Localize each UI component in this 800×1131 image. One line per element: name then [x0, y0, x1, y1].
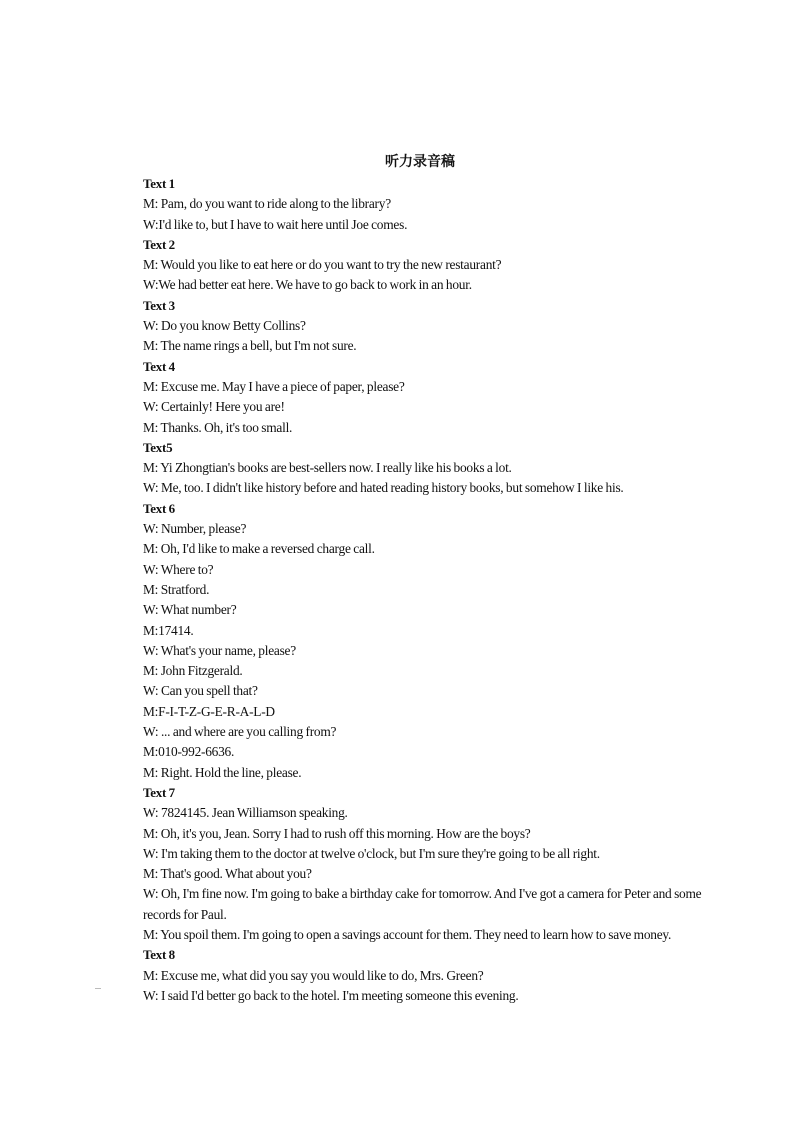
section-heading: Text 4 — [143, 358, 175, 374]
dialogue-line: M: Excuse me. May I have a piece of paper, please? — [143, 378, 405, 394]
dialogue-line: M: Excuse me, what did you say you would like to do, Mrs. Green? — [143, 967, 484, 983]
dialogue-line: W: Where to? — [143, 561, 214, 577]
dialogue-line: M: John Fitzgerald. — [143, 663, 243, 679]
dialogue-line: M: Right. Hold the line, please. — [143, 764, 302, 780]
transcript-body — [143, 174, 708, 1006]
section-heading: Text 6 — [143, 500, 175, 516]
margin-mark — [95, 988, 101, 989]
dialogue-line: M:F-I-T-Z-G-E-R-A-L-D — [143, 703, 275, 719]
dialogue-line: M: You spoil them. I'm going to open a savings account for them. They need to learn how to save money. — [143, 926, 672, 942]
dialogue-line: W: Number, please? — [143, 521, 247, 537]
dialogue-line: W:We had better eat here. We have to go back to work in an hour. — [143, 277, 472, 293]
dialogue-line: W: ... and where are you calling from? — [143, 724, 337, 740]
dialogue-line: M: Oh, I'd like to make a reversed charge call. — [143, 541, 375, 557]
dialogue-line: W: What's your name, please? — [143, 642, 296, 658]
section-heading: Text 3 — [143, 297, 175, 313]
dialogue-line: W: I said I'd better go back to the hotel. I'm meeting someone this evening. — [143, 987, 519, 1003]
dialogue-line: M: Would you like to eat here or do you want to try the new restaurant? — [143, 257, 502, 273]
dialogue-line: W: 7824145. Jean Williamson speaking. — [143, 805, 348, 821]
dialogue-line: M: Oh, it's you, Jean. Sorry I had to rush off this morning. How are the boys? — [143, 825, 531, 841]
dialogue-line: M: Thanks. Oh, it's too small. — [143, 419, 293, 435]
dialogue-line: M:010-992-6636. — [143, 744, 235, 760]
dialogue-line: M: Stratford. — [143, 581, 210, 597]
section-heading: Text 7 — [143, 784, 175, 800]
dialogue-line: W: Do you know Betty Collins? — [143, 318, 306, 334]
dialogue-line: M: Pam, do you want to ride along to the library? — [143, 196, 391, 212]
dialogue-line: M: The name rings a bell, but I'm not sure. — [143, 338, 357, 354]
section-heading: Text 2 — [143, 236, 175, 252]
section-heading: Text5 — [143, 439, 173, 455]
dialogue-line: W: I'm taking them to the doctor at twelve o'clock, but I'm sure they're going to be all right. — [143, 845, 600, 861]
dialogue-line: W: Certainly! Here you are! — [143, 399, 285, 415]
page-title: 听力录音稿 — [385, 154, 455, 170]
dialogue-line: M:17414. — [143, 622, 194, 638]
dialogue-line: W:I'd like to, but I have to wait here until Joe comes. — [143, 216, 408, 232]
section-heading: Text 8 — [143, 947, 175, 963]
dialogue-line: W: Can you spell that? — [143, 683, 258, 699]
dialogue-line: W: Oh, I'm fine now. I'm going to bake a birthday cake for tomorrow. And I've got a camera for Peter and some records for Paul. — [143, 886, 702, 922]
dialogue-line: W: What number? — [143, 602, 237, 618]
dialogue-line: M: Yi Zhongtian's books are best-sellers now. I really like his books a lot. — [143, 460, 512, 476]
dialogue-line: W: Me, too. I didn't like history before and hated reading history books, but somehow I like his. — [143, 480, 624, 496]
dialogue-line: M: That's good. What about you? — [143, 866, 312, 882]
section-heading: Text 1 — [143, 176, 175, 191]
